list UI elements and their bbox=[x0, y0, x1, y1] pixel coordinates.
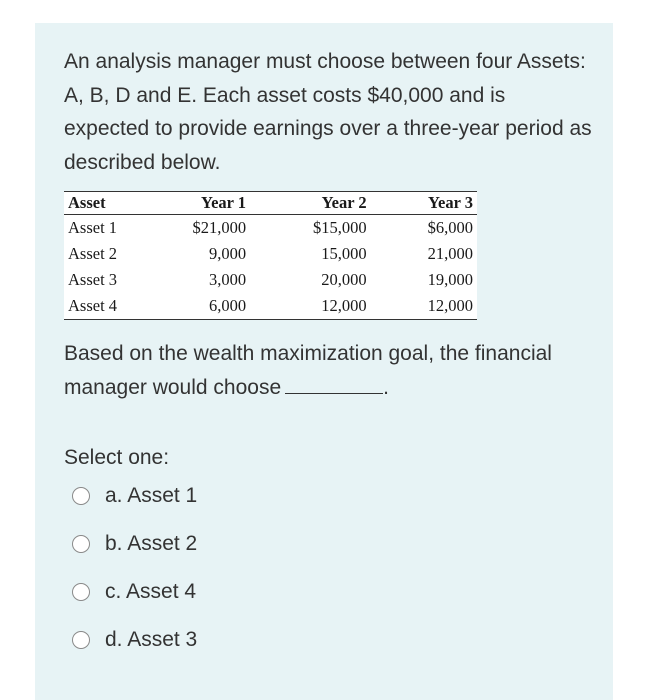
option-b-label: b. Asset 2 bbox=[105, 532, 198, 555]
option-d-label: d. Asset 3 bbox=[105, 628, 198, 651]
year-3-value: $6,000 bbox=[427, 218, 473, 237]
header-year-1: Year 1 bbox=[152, 192, 250, 215]
question-panel bbox=[35, 23, 613, 700]
year-1-value: 3,000 bbox=[208, 270, 247, 289]
asset-name: Asset 1 bbox=[68, 218, 118, 237]
option-a-label: a. Asset 1 bbox=[105, 484, 198, 507]
radio-button-c[interactable] bbox=[72, 583, 90, 601]
header-year-2: Year 2 bbox=[250, 192, 371, 215]
table-row bbox=[64, 241, 477, 267]
answer-blank bbox=[285, 373, 383, 394]
radio-button-a[interactable] bbox=[72, 487, 90, 505]
year-2-value: 15,000 bbox=[321, 244, 367, 263]
option-c[interactable] bbox=[72, 580, 196, 604]
question-text: An analysis manager must choose between four Assets: A, B, D and E. Each asset costs $40,000 and is expected to provide earnings over a three-year period as described below. bbox=[64, 50, 592, 174]
year-1-value: $21,000 bbox=[192, 218, 247, 237]
earnings-table bbox=[64, 191, 477, 320]
year-2-value: 12,000 bbox=[321, 296, 367, 315]
asset-name: Asset 2 bbox=[68, 244, 118, 263]
followup-period: . bbox=[383, 375, 389, 399]
year-1-value: 9,000 bbox=[208, 244, 247, 263]
year-1-value: 6,000 bbox=[208, 296, 247, 315]
option-b[interactable] bbox=[72, 532, 197, 556]
table-row bbox=[64, 293, 477, 320]
followup-text bbox=[64, 337, 594, 404]
option-a[interactable] bbox=[72, 484, 197, 508]
header-asset: Asset bbox=[64, 192, 152, 215]
year-3-value: 21,000 bbox=[427, 244, 473, 263]
header-year-3: Year 3 bbox=[371, 192, 477, 215]
table-header-row bbox=[64, 192, 477, 215]
option-c-label: c. Asset 4 bbox=[105, 580, 197, 603]
select-one-label: Select one: bbox=[64, 446, 170, 469]
table-row bbox=[64, 215, 477, 242]
table-row bbox=[64, 267, 477, 293]
radio-button-d[interactable] bbox=[72, 631, 90, 649]
asset-name: Asset 4 bbox=[68, 296, 118, 315]
year-2-value: $15,000 bbox=[313, 218, 367, 237]
year-3-value: 12,000 bbox=[427, 296, 473, 315]
followup-sentence: Based on the wealth maximization goal, the financial manager would choose bbox=[64, 342, 552, 399]
asset-name: Asset 3 bbox=[68, 270, 118, 289]
year-3-value: 19,000 bbox=[427, 270, 473, 289]
option-d[interactable] bbox=[72, 628, 197, 652]
radio-button-b[interactable] bbox=[72, 535, 90, 553]
year-2-value: 20,000 bbox=[321, 270, 367, 289]
